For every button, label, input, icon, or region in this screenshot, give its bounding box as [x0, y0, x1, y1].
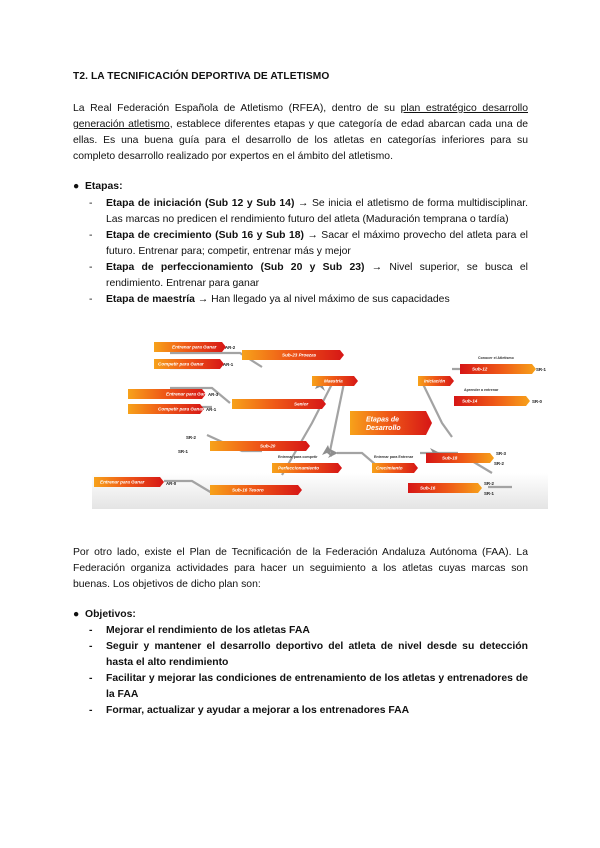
objective-item: - Facilitar y mejorar las condiciones de entrenamiento de los atletas y entrenadores de la FAA	[89, 673, 528, 700]
dash-icon: -	[89, 198, 93, 209]
stage-item: - Etapa de crecimiento (Sub 16 y Sub 18) → Sacar el máximo provecho del atleta para el futuro. Entrenar para; competir, entrenar más y mejor	[89, 230, 528, 257]
svg-text:Entrenar para competir: Entrenar para competir	[278, 455, 318, 459]
svg-text:Entrenar para Ganar: Entrenar para Ganar	[172, 344, 217, 350]
bar-sub18	[426, 453, 494, 463]
stage-item: - Etapa de iniciación (Sub 12 y Sub 14) → Se inicia el atletismo de forma multidisciplinar. Las marcas no predicen el rendimiento futuro del atleta (Maduración temprana o tardía)	[89, 198, 529, 225]
objective-item: - Mejorar el rendimiento de los atletas FAA	[88, 623, 528, 639]
svg-text:SR-2: SR-2	[186, 435, 197, 440]
bullet-icon: ●	[73, 181, 80, 192]
svg-text:Entrenar para Entrenar: Entrenar para Entrenar	[374, 455, 414, 459]
svg-text:SR-2: SR-2	[494, 461, 505, 466]
dash-icon: -	[89, 705, 93, 716]
svg-text:Maestría: Maestría	[324, 378, 343, 384]
svg-text:SR-1: SR-1	[178, 449, 189, 454]
intro-text-1: La Real Federación Española de Atletismo (RFEA), dentro de su	[73, 103, 401, 114]
svg-text:Entrenar para Ganar: Entrenar para Ganar	[166, 391, 211, 397]
svg-text:Etapas de: Etapas de	[366, 416, 400, 424]
svg-text:Sub-12: Sub-12	[472, 366, 488, 372]
stages-list	[88, 196, 528, 308]
objectives-heading: ● Objetivos:	[73, 609, 136, 620]
intro-paragraph	[73, 101, 528, 165]
faa-paragraph: Por otro lado, existe el Plan de Tecnificación de la Federación Andaluza Autónoma (FAA). La Federación organiza actividades para hacer un seguimiento a los atletas cuyas marcas son buenas. Los objetivos de dicho plan son:	[73, 547, 528, 590]
svg-text:Sub-18: Sub-18	[442, 455, 458, 461]
svg-text:Competir para Ganar: Competir para Ganar	[158, 406, 204, 412]
center-box	[350, 411, 432, 435]
bar-senior	[232, 399, 326, 409]
dash-icon: -	[89, 641, 93, 652]
bullet-icon: ●	[73, 609, 80, 620]
svg-text:Iniciación: Iniciación	[424, 378, 446, 384]
svg-text:Sub-16: Sub-16	[420, 485, 436, 491]
svg-text:Senior: Senior	[294, 401, 309, 407]
svg-text:Aprender a entrenar: Aprender a entrenar	[464, 388, 499, 392]
dash-icon: -	[89, 262, 93, 273]
svg-text:AR-2: AR-2	[225, 345, 236, 350]
dash-icon: -	[89, 625, 93, 636]
svg-text:Sub-20: Sub-20	[260, 443, 276, 449]
svg-text:Desarrollo: Desarrollo	[366, 425, 401, 432]
plan-link[interactable]: plan estratégico desarrollo generación atletismo	[73, 103, 528, 130]
objective-item: - Seguir y mantener el desarrollo deportivo del atleta de nivel desde su detección hasta el alto rendimiento	[89, 641, 528, 668]
dash-icon: -	[89, 673, 93, 684]
svg-text:AR-0: AR-0	[166, 481, 177, 486]
svg-text:Sub-23 Proezas: Sub-23 Proezas	[282, 352, 317, 358]
dash-icon: -	[89, 294, 93, 305]
intro-text-2: , establece diferentes etapas y que categoría de edad abarcan cada una de ellas. Es una buena guía para el desarrollo de los atletas en categorías inferiores para su completo desarrollo realizado por expertos en el ámbito del atletismo.	[73, 119, 528, 162]
svg-text:SR-1: SR-1	[484, 491, 495, 496]
svg-text:SR-0: SR-0	[532, 399, 543, 404]
svg-text:Sub-14: Sub-14	[462, 398, 478, 404]
svg-text:Sub-16 Tesoro: Sub-16 Tesoro	[232, 487, 264, 493]
stages-heading: ● Etapas:	[73, 181, 123, 192]
dash-icon: -	[89, 230, 93, 241]
stage-item: - Etapa de perfeccionamiento (Sub 20 y Sub 23) → Nivel superior, se busca el rendimiento. Entrenar para ganar	[89, 262, 528, 289]
svg-text:SR-2: SR-2	[484, 481, 495, 486]
svg-text:Competir para Ganar: Competir para Ganar	[158, 361, 204, 367]
svg-text:Entrenar para Ganar: Entrenar para Ganar	[100, 479, 145, 485]
svg-text:SR-3: SR-3	[496, 451, 507, 456]
svg-text:Conocer el Atletismo: Conocer el Atletismo	[478, 356, 514, 360]
page-title: T2. LA TECNIFICACIÓN DEPORTIVA DE ATLETISMO	[73, 71, 330, 82]
svg-text:Crecimiento: Crecimiento	[376, 465, 403, 471]
objective-item: - Formar, actualizar y ayudar a mejorar a los entrenadores FAA	[88, 703, 528, 719]
development-stages-diagram	[92, 333, 548, 509]
objectives-list	[88, 623, 528, 719]
svg-text:AR-3: AR-3	[208, 392, 219, 397]
svg-text:AR-1: AR-1	[223, 362, 234, 367]
svg-text:Perfeccionamiento: Perfeccionamiento	[278, 465, 320, 471]
svg-text:SR-1: SR-1	[536, 367, 547, 372]
svg-text:AR-1: AR-1	[206, 407, 217, 412]
stage-item: - Etapa de maestría → Han llegado ya al nivel máximo de sus capacidades	[88, 292, 528, 308]
